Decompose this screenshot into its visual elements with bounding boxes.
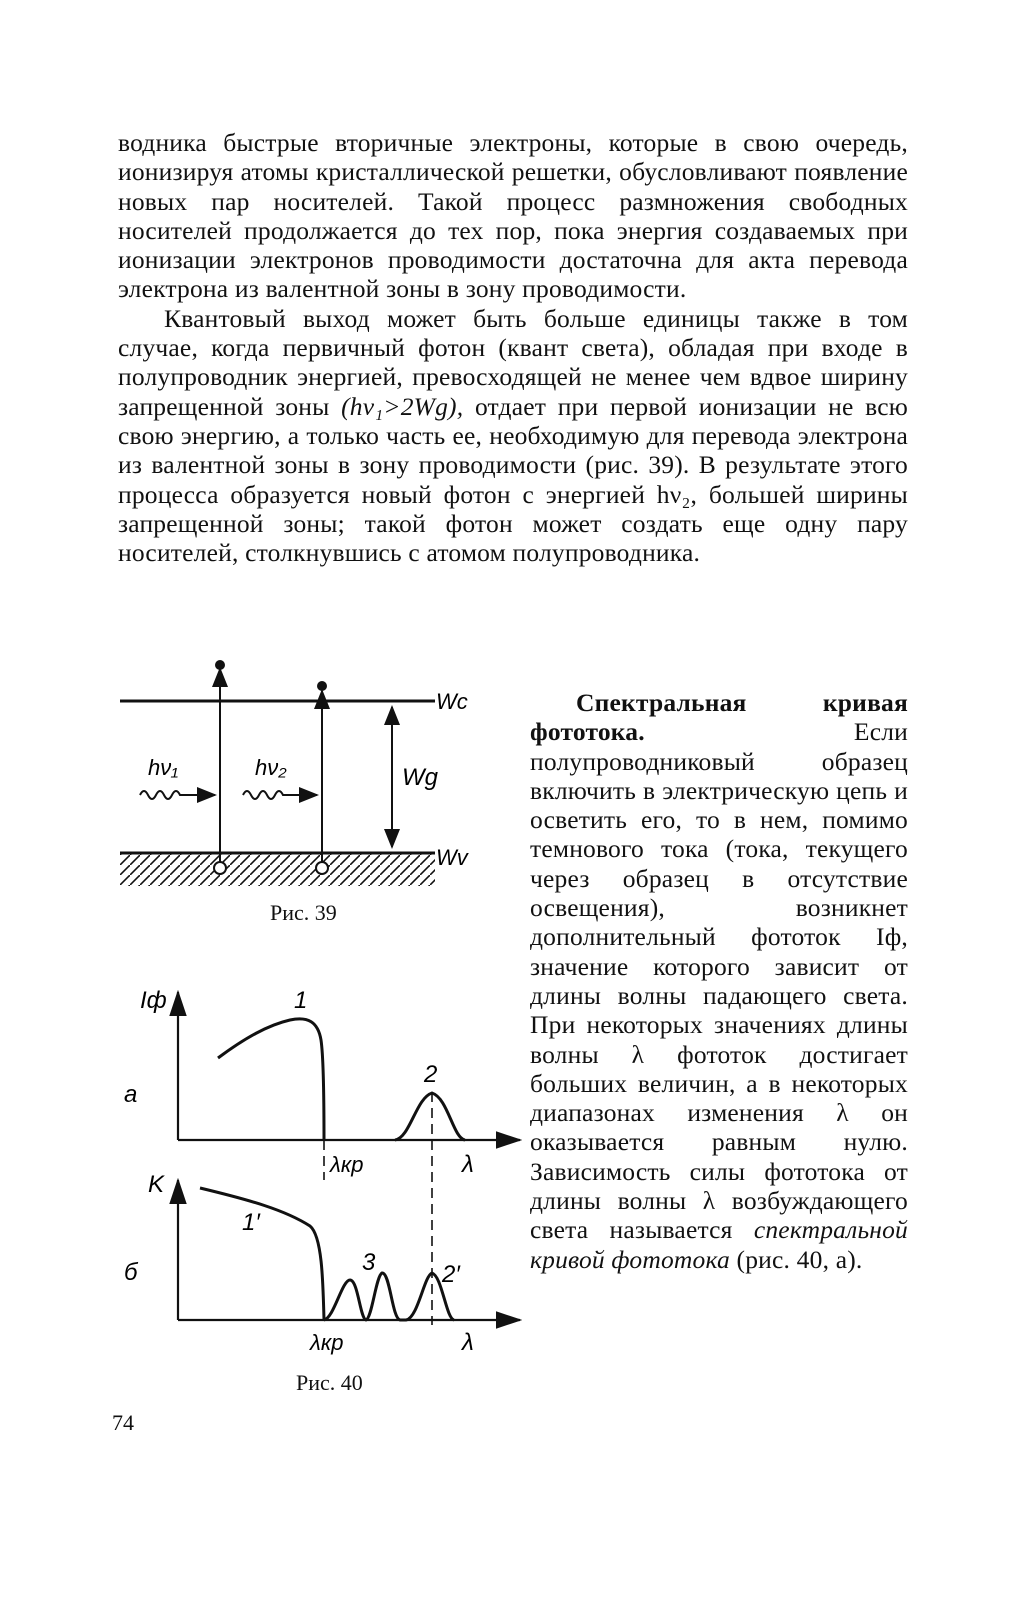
paragraph-2b: отдает при первой ионизации не всю свою энергию, а только часть ее, необходимую для перевода электрона из валентной зоны в зону проводимости (рис. 39). В результате этого процесса образуется новый фотон с энергией hν₂, большей ширины запрещенной зоны; такой фотон может создать еще одну пару носителей, столкнувшись с атомом полупроводника. xyxy=(118,391,908,568)
label-curve-1: 1 xyxy=(294,987,308,1014)
caption-fig-40: Рис. 40 xyxy=(296,1370,363,1395)
label-lam-a: λ xyxy=(462,1151,474,1178)
main-text xyxy=(118,128,908,567)
side-text xyxy=(530,688,908,1274)
paragraph-3-end: (рис. 40, а). xyxy=(736,1244,863,1274)
label-curve-3: 3 xyxy=(362,1249,376,1276)
label-a: а xyxy=(124,1081,138,1108)
hole-1 xyxy=(214,862,226,874)
label-b: б xyxy=(124,1259,138,1286)
curve-1-prime xyxy=(200,1188,324,1320)
photon-1-wave xyxy=(140,791,215,799)
paragraph-2a: Квантовый выход может быть больше единицы также в том случае, когда первичный фотон (квант света), обладая при входе в полупроводник энергией, превосходящей не менее чем вдвое ширину запрещенной зоны xyxy=(118,303,908,421)
label-hv2: hν₂ xyxy=(255,755,287,780)
paragraph-3-body: Если полупроводниковый образец включить в электрическую цепь и осветить его, то в нем, помимо темнового тока (тока, текущего через образец в отсутствие освещения), возникнет дополнительный фототок Iф, значение которого зависит от длины волны падающего света. При некоторых значениях длины волны λ фототок достигает больших величин, а в некоторых диапазонах изменения λ он оказывается равным нулю. Зависимость силы фототока от длины волны λ возбуждающего света называется xyxy=(530,717,908,1245)
figure-39 xyxy=(110,655,470,895)
valence-hatch xyxy=(120,854,435,886)
page-number: 74 xyxy=(112,1410,134,1435)
label-curve-2: 2 xyxy=(424,1061,438,1088)
paragraph-2 xyxy=(118,304,908,568)
label-wg: Wg xyxy=(402,764,438,791)
caption-fig-39: Рис. 39 xyxy=(270,900,337,925)
formula: (hν₁>2Wg), xyxy=(341,391,464,421)
label-curve-2-prime: 2′ xyxy=(442,1261,460,1288)
section-heading: Спектральная кривая фототока. xyxy=(530,688,908,747)
electron-1 xyxy=(215,660,225,670)
label-curve-1-prime: 1′ xyxy=(242,1209,260,1236)
label-lamkr-a: λкр xyxy=(330,1152,364,1177)
label-lamkr-b: λкр xyxy=(310,1330,344,1355)
electron-2 xyxy=(317,681,327,691)
label-hv1: hν₁ xyxy=(148,755,179,780)
label-If: Iф xyxy=(140,987,167,1014)
curve-2 xyxy=(395,1093,465,1140)
curve-1 xyxy=(218,1019,324,1140)
label-K: K xyxy=(148,1171,165,1198)
label-wc: Wc xyxy=(436,689,468,714)
label-lam-b: λ xyxy=(462,1329,474,1356)
paragraph-1: водника быстрые вторичные электроны, которые в свою очередь, ионизируя атомы кристаллической решетки, обусловливают появление новых пар носителей. Такой процесс размножения свободных носителей продолжается до тех пор, пока энергия создаваемых при ионизации электронов проводимости достаточна для акта перевода электрона из валентной зоны в зону проводимости. xyxy=(118,128,908,304)
label-wv: Wv xyxy=(436,845,468,870)
figure-40 xyxy=(110,980,525,1365)
photon-2-wave xyxy=(243,791,317,799)
hole-2 xyxy=(316,862,328,874)
term: спектральной кривой фототока xyxy=(530,1215,909,1274)
curve-3-and-2-prime xyxy=(324,1273,454,1320)
paragraph-3 xyxy=(530,688,908,1274)
